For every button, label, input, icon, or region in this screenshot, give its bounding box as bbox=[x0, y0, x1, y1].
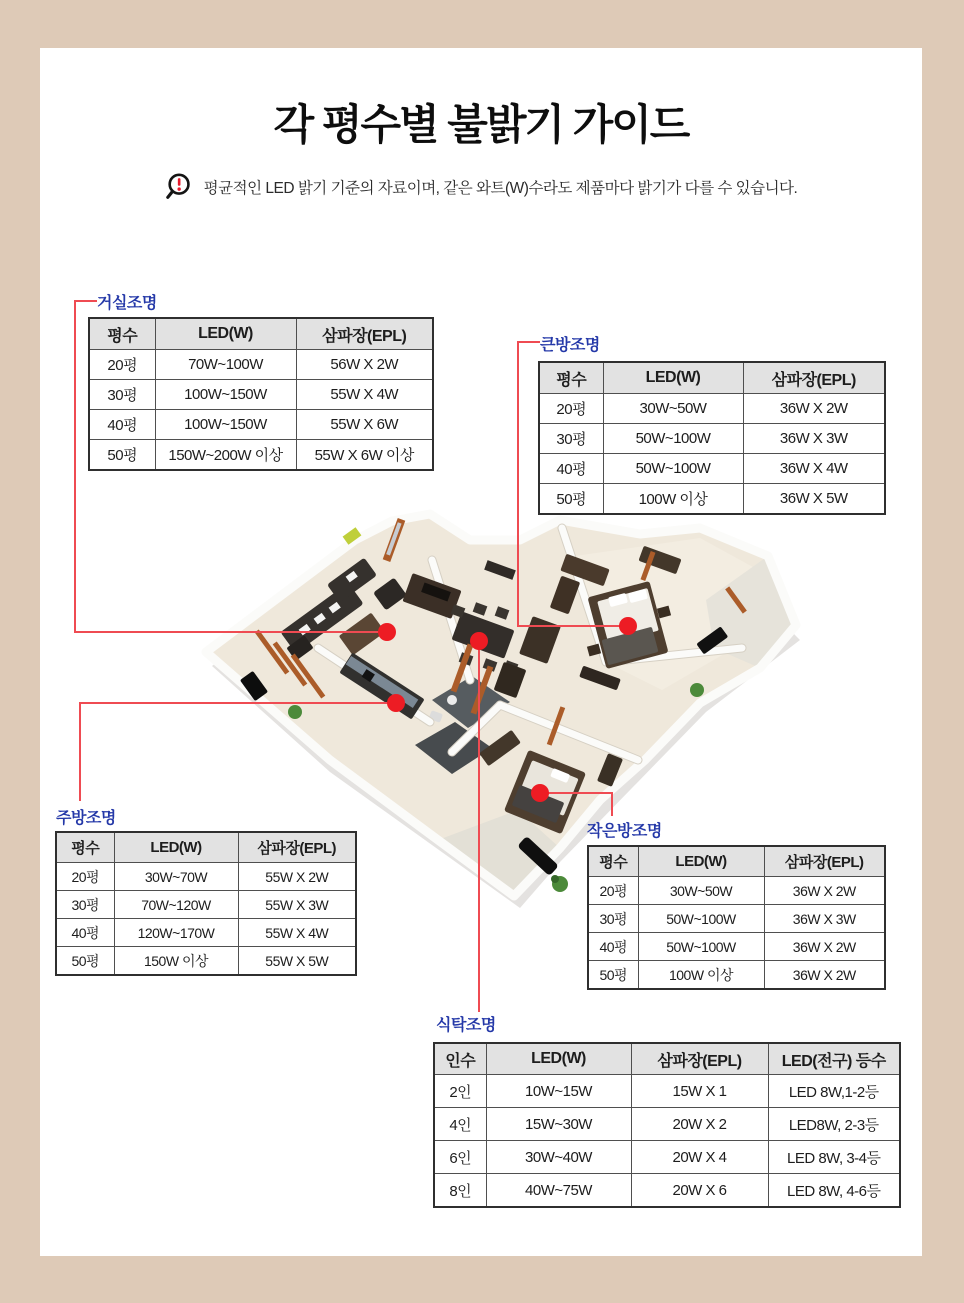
column-header: 삼파장(EPL) bbox=[764, 846, 885, 877]
smallroom-marker-dot bbox=[531, 784, 549, 802]
table-cell: 100W~150W bbox=[155, 410, 296, 440]
living-connector bbox=[74, 300, 97, 302]
table-row bbox=[89, 410, 433, 440]
table-cell: 20평 bbox=[539, 394, 603, 424]
table-cell: 100W 이상 bbox=[603, 484, 743, 515]
table-cell: 30W~50W bbox=[638, 877, 764, 905]
table-cell: 70W~100W bbox=[155, 350, 296, 380]
table-cell: 55W X 5W bbox=[238, 947, 356, 976]
table-cell: 20평 bbox=[56, 863, 114, 891]
table-cell: 20W X 6 bbox=[631, 1174, 768, 1208]
column-header: 삼파장(EPL) bbox=[296, 318, 433, 350]
table-cell: 55W X 4W bbox=[238, 919, 356, 947]
table-row bbox=[588, 933, 885, 961]
table-cell: 40평 bbox=[56, 919, 114, 947]
table-cell: 55W X 4W bbox=[296, 380, 433, 410]
table-cell: 30W~50W bbox=[603, 394, 743, 424]
column-header: 평수 bbox=[539, 362, 603, 394]
table-row bbox=[588, 961, 885, 990]
column-header: 평수 bbox=[588, 846, 638, 877]
table-row bbox=[588, 905, 885, 933]
table-row bbox=[89, 440, 433, 471]
column-header: LED(W) bbox=[155, 318, 296, 350]
table-row bbox=[539, 394, 885, 424]
column-header: 삼파장(EPL) bbox=[238, 832, 356, 863]
table-cell: 40평 bbox=[539, 454, 603, 484]
bigroom-table-title: 큰방조명 bbox=[540, 337, 600, 354]
notice-text: 평균적인 LED 밝기 기준의 자료이며, 같은 와트(W)수라도 제품마다 밝기가 다를 수 있습니다. bbox=[203, 180, 798, 197]
bigroom-marker-dot bbox=[619, 617, 637, 635]
kitchen-connector bbox=[79, 702, 81, 801]
table-cell: 100W 이상 bbox=[638, 961, 764, 990]
table-cell: 36W X 4W bbox=[743, 454, 885, 484]
table-cell: 100W~150W bbox=[155, 380, 296, 410]
table-cell: 30평 bbox=[89, 380, 155, 410]
living-table bbox=[88, 317, 434, 471]
table-cell: 50평 bbox=[588, 961, 638, 990]
bigroom-connector bbox=[517, 625, 629, 627]
column-header: LED(전구) 등수 bbox=[768, 1043, 900, 1075]
table-cell: 30W~40W bbox=[486, 1141, 631, 1174]
table-cell: 10W~15W bbox=[486, 1075, 631, 1108]
smallroom-connector bbox=[611, 792, 613, 816]
table-row bbox=[539, 484, 885, 515]
table-cell: 20평 bbox=[588, 877, 638, 905]
bigroom-table bbox=[538, 361, 886, 515]
table-cell: 20W X 2 bbox=[631, 1108, 768, 1141]
table-cell: 55W X 2W bbox=[238, 863, 356, 891]
table-cell: 55W X 6W bbox=[296, 410, 433, 440]
table-cell: LED8W, 2-3등 bbox=[768, 1108, 900, 1141]
table-cell: 4인 bbox=[434, 1108, 486, 1141]
table-cell: 36W X 2W bbox=[764, 961, 885, 990]
table-row bbox=[434, 1075, 900, 1108]
table-cell: 50평 bbox=[56, 947, 114, 976]
table-cell: 36W X 3W bbox=[743, 424, 885, 454]
dining-marker-dot bbox=[470, 632, 488, 650]
table-cell: 30평 bbox=[56, 891, 114, 919]
table-cell: 8인 bbox=[434, 1174, 486, 1208]
living-room-marker-dot bbox=[378, 623, 396, 641]
table-cell: 40W~75W bbox=[486, 1174, 631, 1208]
table-cell: 30W~70W bbox=[114, 863, 238, 891]
kitchen-connector bbox=[79, 702, 397, 704]
table-row bbox=[434, 1108, 900, 1141]
table-row bbox=[89, 350, 433, 380]
column-header: LED(W) bbox=[486, 1043, 631, 1075]
table-cell: 15W~30W bbox=[486, 1108, 631, 1141]
table-cell: 20평 bbox=[89, 350, 155, 380]
table-cell: LED 8W, 3-4등 bbox=[768, 1141, 900, 1174]
table-cell: 55W X 3W bbox=[238, 891, 356, 919]
column-header: 평수 bbox=[89, 318, 155, 350]
smallroom-table-title: 작은방조명 bbox=[587, 823, 662, 840]
table-cell: 50평 bbox=[89, 440, 155, 471]
table-cell: 36W X 3W bbox=[764, 905, 885, 933]
dining-table-title: 식탁조명 bbox=[436, 1017, 496, 1034]
table-row bbox=[588, 877, 885, 905]
table-cell: 150W~200W 이상 bbox=[155, 440, 296, 471]
page-title: 각 평수별 불밝기 가이드 bbox=[273, 101, 689, 148]
column-header: LED(W) bbox=[603, 362, 743, 394]
table-cell: 50W~100W bbox=[603, 424, 743, 454]
kitchen-marker-dot bbox=[387, 694, 405, 712]
smallroom-table bbox=[587, 845, 886, 990]
kitchen-table-title: 주방조명 bbox=[56, 810, 116, 827]
column-header: LED(W) bbox=[638, 846, 764, 877]
table-cell: 50W~100W bbox=[638, 933, 764, 961]
table-row bbox=[56, 891, 356, 919]
column-header: 삼파장(EPL) bbox=[631, 1043, 768, 1075]
column-header: LED(W) bbox=[114, 832, 238, 863]
table-row bbox=[539, 424, 885, 454]
table-cell: LED 8W, 4-6등 bbox=[768, 1174, 900, 1208]
table-row bbox=[56, 947, 356, 976]
table-cell: 50평 bbox=[539, 484, 603, 515]
table-cell: 56W X 2W bbox=[296, 350, 433, 380]
table-row bbox=[56, 919, 356, 947]
content-panel bbox=[40, 48, 922, 1256]
table-cell: 15W X 1 bbox=[631, 1075, 768, 1108]
table-row bbox=[434, 1174, 900, 1208]
table-cell: 20W X 4 bbox=[631, 1141, 768, 1174]
column-header: 평수 bbox=[56, 832, 114, 863]
table-cell: 40평 bbox=[89, 410, 155, 440]
table-cell: 120W~170W bbox=[114, 919, 238, 947]
dining-connector bbox=[478, 641, 480, 1012]
table-row bbox=[539, 454, 885, 484]
table-cell: 36W X 2W bbox=[743, 394, 885, 424]
table-row bbox=[434, 1141, 900, 1174]
kitchen-table bbox=[55, 831, 357, 976]
table-cell: 55W X 6W 이상 bbox=[296, 440, 433, 471]
notice-row bbox=[40, 172, 922, 202]
column-header: 삼파장(EPL) bbox=[743, 362, 885, 394]
column-header: 인수 bbox=[434, 1043, 486, 1075]
magnifier-exclamation-icon bbox=[165, 172, 195, 202]
table-cell: 2인 bbox=[434, 1075, 486, 1108]
table-cell: 150W 이상 bbox=[114, 947, 238, 976]
living-connector bbox=[74, 300, 76, 633]
table-row bbox=[89, 380, 433, 410]
table-cell: 50W~100W bbox=[638, 905, 764, 933]
table-cell: 36W X 2W bbox=[764, 877, 885, 905]
table-row bbox=[56, 863, 356, 891]
table-cell: 36W X 5W bbox=[743, 484, 885, 515]
table-cell: 50W~100W bbox=[603, 454, 743, 484]
table-cell: 30평 bbox=[539, 424, 603, 454]
bigroom-connector bbox=[517, 341, 540, 343]
table-cell: LED 8W,1-2등 bbox=[768, 1075, 900, 1108]
living-table-title: 거실조명 bbox=[97, 295, 157, 312]
dining-table bbox=[433, 1042, 901, 1208]
bigroom-connector bbox=[517, 341, 519, 627]
table-cell: 36W X 2W bbox=[764, 933, 885, 961]
table-cell: 40평 bbox=[588, 933, 638, 961]
living-connector bbox=[74, 631, 387, 633]
table-cell: 70W~120W bbox=[114, 891, 238, 919]
smallroom-connector bbox=[540, 792, 613, 794]
table-cell: 30평 bbox=[588, 905, 638, 933]
table-cell: 6인 bbox=[434, 1141, 486, 1174]
